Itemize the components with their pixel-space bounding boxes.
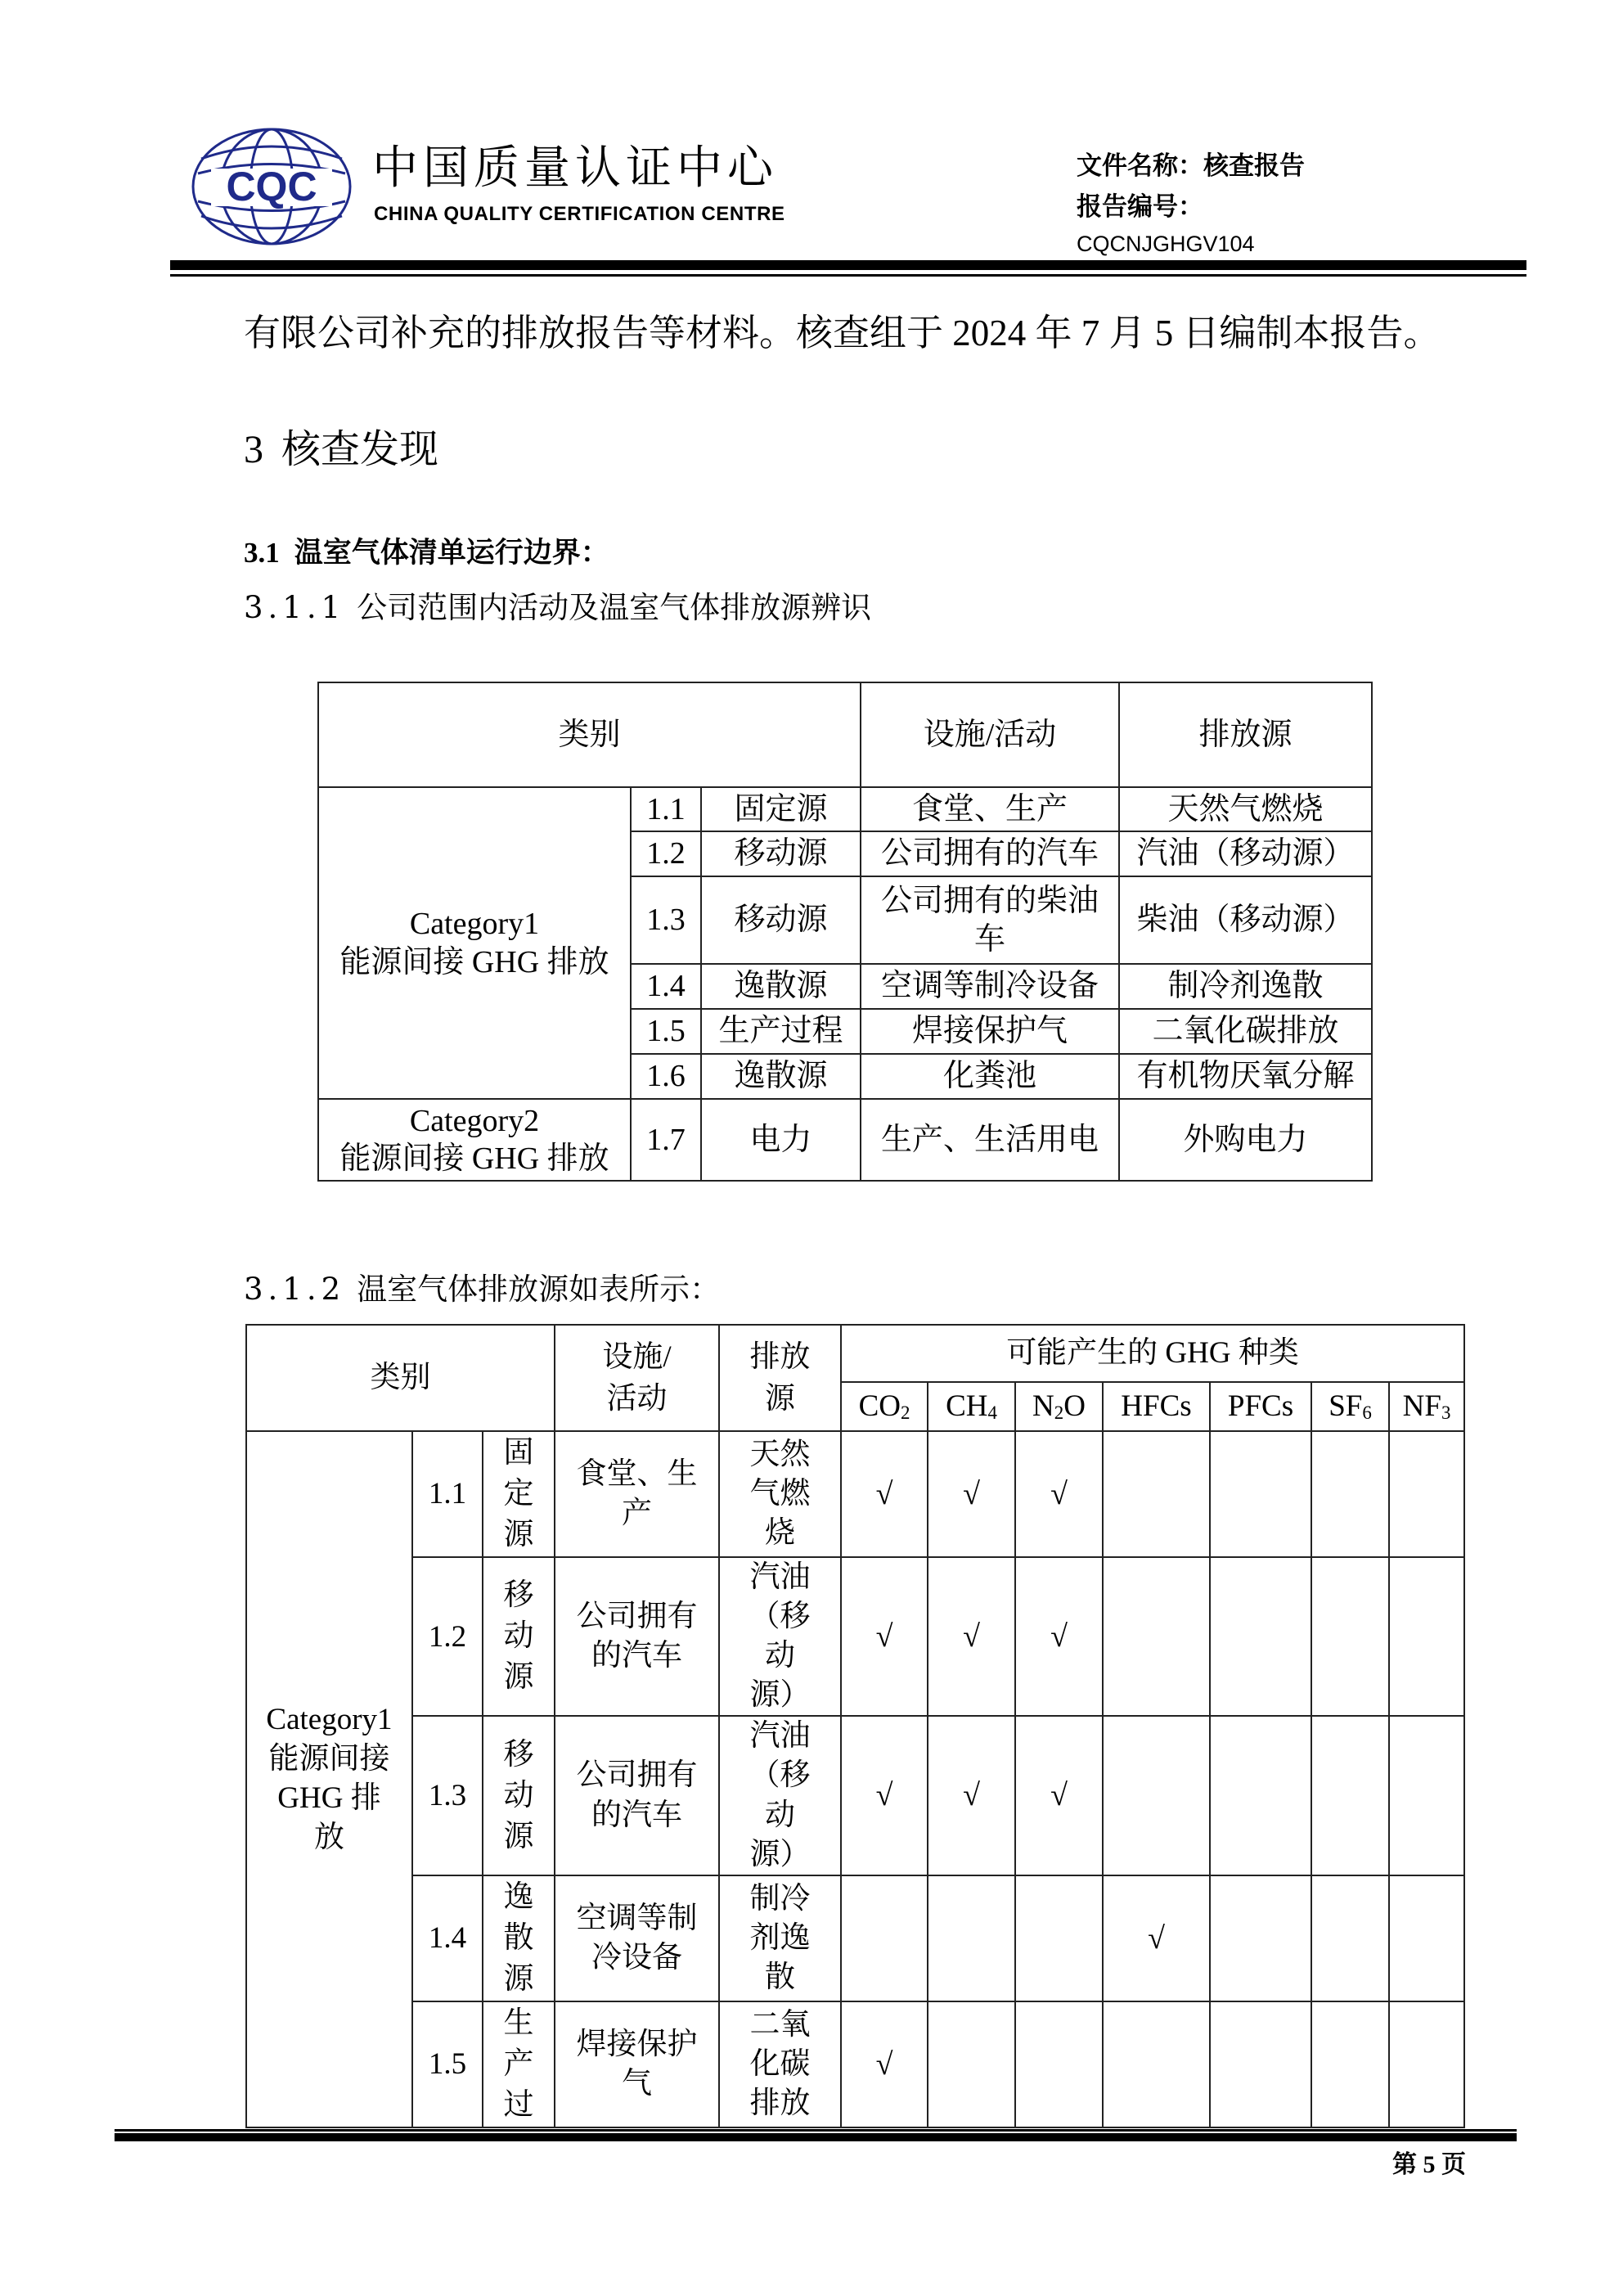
- row-source: [719, 2001, 841, 2127]
- row-facility: 食堂、生产: [861, 787, 1119, 831]
- subsection-title: 温室气体清单运行边界：: [294, 537, 609, 569]
- gas-formula-base: PFCs: [1227, 1389, 1294, 1424]
- gas-header-cell: [1103, 1382, 1210, 1431]
- footer-rule-thick: [115, 2133, 1517, 2141]
- row-id: 1.1: [412, 1431, 483, 1557]
- row-id: 1.3: [412, 1716, 483, 1875]
- header-ghg-types: 可能产生的 GHG 种类: [841, 1325, 1464, 1382]
- gas-formula-base: CO: [858, 1389, 901, 1424]
- group-label-line2: 能源间接 GHG 排放: [339, 944, 609, 979]
- gas-check-cell: [1389, 1716, 1464, 1875]
- gas-check-cell: [1210, 1431, 1311, 1557]
- check-mark-icon: √: [1050, 1778, 1068, 1813]
- table-row: [246, 1875, 1464, 2001]
- gas-check-cell: [841, 1716, 928, 1875]
- gas-formula-subscript: 4: [987, 1402, 997, 1424]
- gas-check-cell: [841, 1431, 928, 1557]
- row-facility: [555, 1431, 719, 1557]
- row-facility: 生产、生活用电: [861, 1099, 1119, 1181]
- check-mark-icon: √: [963, 1618, 980, 1654]
- ghg-type-table: [245, 1324, 1465, 2128]
- row-source: 汽油（移动源）: [1119, 831, 1372, 876]
- row-source-text: 汽油（移动源）: [749, 1560, 811, 1713]
- gas-check-cell: [1311, 1557, 1389, 1716]
- subsection-number: 3.1: [244, 537, 280, 569]
- row-source: 柴油（移动源）: [1119, 876, 1372, 964]
- table-header-row: [246, 1325, 1464, 1382]
- check-mark-icon: √: [875, 2046, 893, 2082]
- gas-check-cell: [1311, 1875, 1389, 2001]
- header-category: 类别: [318, 682, 861, 787]
- logo-text: CQC: [226, 164, 317, 209]
- sub-heading-number: 3.1.1: [244, 590, 346, 625]
- row-source: 天然气燃烧: [1119, 787, 1372, 831]
- gas-check-cell: [1210, 2001, 1311, 2127]
- gas-formula-base: HFCs: [1121, 1389, 1192, 1424]
- check-mark-icon: √: [1050, 1476, 1068, 1511]
- row-source: [719, 1716, 841, 1875]
- check-mark-icon: √: [1148, 1920, 1165, 1956]
- row-facility-text: 公司拥有的柴油车: [880, 884, 1099, 957]
- gas-check-cell: [1015, 1431, 1103, 1557]
- row-type: 移动源: [701, 831, 861, 876]
- row-source: 制冷剂逸散: [1119, 964, 1372, 1009]
- sub-heading-3-1-2: [244, 1264, 720, 1308]
- row-id: 1.2: [631, 831, 701, 876]
- gas-check-cell: [1389, 1875, 1464, 2001]
- table-row: [318, 787, 1372, 831]
- group-cell-category1: [246, 1431, 412, 2127]
- row-facility-text: 公司拥有的汽车: [576, 1758, 698, 1832]
- check-mark-icon: √: [1050, 1618, 1068, 1654]
- sub-heading-title: 温室气体排放源如表所示：: [357, 1272, 721, 1307]
- gas-header-cell: [1015, 1382, 1103, 1431]
- section-heading: [244, 417, 438, 474]
- gas-check-cell: [1103, 1716, 1210, 1875]
- gas-check-cell: [1015, 1875, 1103, 2001]
- gas-check-cell: [1389, 1557, 1464, 1716]
- gas-check-cell: [1311, 1431, 1389, 1557]
- group-cell-category2: [318, 1099, 631, 1181]
- header-rule-thin: [170, 274, 1526, 277]
- row-type-text: 移动源: [503, 1578, 534, 1695]
- group-label-line2: 能源间接 GHG 排放: [339, 1141, 609, 1176]
- sub-heading-number: 3.1.2: [244, 1272, 346, 1307]
- row-type: 逸散源: [701, 964, 861, 1009]
- header-source-text: 排放源: [749, 1339, 811, 1416]
- row-facility: 焊接保护气: [861, 1009, 1119, 1054]
- gas-formula-base: N: [1032, 1389, 1054, 1424]
- group-label: Category1能源间接 GHG 排放: [266, 1703, 393, 1855]
- row-type: [483, 1875, 555, 2001]
- table-row: [246, 1557, 1464, 1716]
- row-type: 生产过程: [701, 1009, 861, 1054]
- row-facility: 空调等制冷设备: [861, 964, 1119, 1009]
- gas-check-cell: [841, 1557, 928, 1716]
- gas-check-cell: [1389, 2001, 1464, 2127]
- row-source-text: 汽油（移动源）: [749, 1719, 811, 1871]
- row-type-text: 逸散源: [503, 1880, 534, 1996]
- row-type: [483, 2001, 555, 2127]
- check-mark-icon: √: [875, 1618, 893, 1654]
- emission-source-identification-table: [317, 682, 1373, 1182]
- table-row: [318, 1099, 1372, 1181]
- group-cell-category1: [318, 787, 631, 1099]
- row-facility: 公司拥有的汽车: [861, 831, 1119, 876]
- gas-formula-base: NF: [1402, 1389, 1441, 1424]
- row-facility-text: 空调等制冷设备: [576, 1901, 698, 1974]
- row-id: 1.4: [412, 1875, 483, 2001]
- gas-formula-subscript: 3: [1441, 1402, 1451, 1424]
- page-number: 第 5 页: [1392, 2151, 1466, 2178]
- gas-check-cell: [841, 2001, 928, 2127]
- gas-check-cell: [928, 1431, 1015, 1557]
- row-facility-text: 公司拥有的汽车: [576, 1600, 698, 1673]
- row-facility: 化粪池: [861, 1054, 1119, 1099]
- gas-check-cell: [1210, 1716, 1311, 1875]
- gas-check-cell: [1015, 1557, 1103, 1716]
- gas-header-cell: [841, 1382, 928, 1431]
- gas-check-cell: [1103, 2001, 1210, 2127]
- group-label-line1: Category2: [409, 1103, 540, 1138]
- row-facility-text: 食堂、生产: [576, 1456, 698, 1530]
- gas-check-cell: [1103, 1431, 1210, 1557]
- header-rule-thick: [170, 260, 1526, 270]
- cqc-logo: [190, 126, 353, 247]
- row-id: 1.1: [631, 787, 701, 831]
- file-name-label: 文件名称：核查报告: [1077, 151, 1305, 181]
- gas-check-cell: [1311, 2001, 1389, 2127]
- row-facility: [555, 1875, 719, 2001]
- org-name-en: CHINA QUALITY CERTIFICATION CENTRE: [374, 203, 785, 225]
- section-title: 核查发现: [281, 426, 439, 472]
- section-number: 3: [244, 428, 263, 471]
- row-type: [483, 1557, 555, 1716]
- row-type-text: 固定源: [503, 1436, 534, 1551]
- gas-check-cell: [841, 1875, 928, 2001]
- header-facility: [555, 1325, 719, 1431]
- row-type-text: 移动源: [503, 1737, 534, 1853]
- gas-formula-subscript: 2: [1054, 1402, 1064, 1424]
- gas-formula-base: CH: [946, 1389, 988, 1424]
- gas-check-cell: [928, 1875, 1015, 2001]
- check-mark-icon: √: [875, 1476, 893, 1511]
- header-facility: 设施/活动: [861, 682, 1119, 787]
- sub-heading-title: 公司范围内活动及温室气体排放源辨识: [357, 590, 872, 625]
- gas-formula-subscript: 2: [900, 1402, 910, 1424]
- row-source: 二氧化碳排放: [1119, 1009, 1372, 1054]
- header-category: 类别: [246, 1325, 555, 1431]
- table-row: [246, 2001, 1464, 2127]
- row-source: [719, 1875, 841, 2001]
- report-number: CQCNJGHGV104: [1077, 232, 1255, 256]
- gas-check-cell: [1210, 1557, 1311, 1716]
- row-facility: [555, 2001, 719, 2127]
- table-row: [246, 1431, 1464, 1557]
- subsection-heading: [244, 530, 609, 571]
- gas-header-cell: [1389, 1382, 1464, 1431]
- gas-check-cell: [1103, 1557, 1210, 1716]
- gas-check-cell: [1015, 1716, 1103, 1875]
- table-header-row: [318, 682, 1372, 787]
- row-source: 有机物厌氧分解: [1119, 1054, 1372, 1099]
- row-id: 1.6: [631, 1054, 701, 1099]
- gas-check-cell: [928, 2001, 1015, 2127]
- row-type-text: 生产过: [503, 2006, 534, 2122]
- gas-check-cell: [1015, 2001, 1103, 2127]
- gas-header-cell: [928, 1382, 1015, 1431]
- footer-rule-thin: [115, 2129, 1517, 2132]
- gas-check-cell: [928, 1557, 1015, 1716]
- row-type: 电力: [701, 1099, 861, 1181]
- row-type: 逸散源: [701, 1054, 861, 1099]
- row-source: 外购电力: [1119, 1099, 1372, 1181]
- gas-check-cell: [1311, 1716, 1389, 1875]
- row-source: [719, 1557, 841, 1716]
- gas-header-cell: [1210, 1382, 1311, 1431]
- table-row: [246, 1716, 1464, 1875]
- gas-check-cell: [928, 1716, 1015, 1875]
- row-source-text: 制冷剂逸散: [749, 1881, 811, 1994]
- row-facility: [861, 876, 1119, 964]
- row-id: 1.4: [631, 964, 701, 1009]
- gas-formula-subscript: 6: [1362, 1402, 1372, 1424]
- row-id: 1.5: [631, 1009, 701, 1054]
- gas-check-cell: [1103, 1875, 1210, 2001]
- report-number-label: 报告编号：: [1077, 192, 1203, 222]
- row-id: 1.2: [412, 1557, 483, 1716]
- intro-paragraph: 有限公司补充的排放报告等材料。核查组于 2024 年 7 月 5 日编制本报告。: [244, 313, 1441, 353]
- row-facility: [555, 1557, 719, 1716]
- row-source-text: 天然气燃烧: [749, 1437, 811, 1551]
- group-label-line1: Category1: [409, 907, 540, 942]
- check-mark-icon: √: [963, 1778, 980, 1813]
- row-type: 固定源: [701, 787, 861, 831]
- row-facility-text: 焊接保护气: [576, 2027, 698, 2100]
- row-source: [719, 1431, 841, 1557]
- row-facility: [555, 1716, 719, 1875]
- gas-header-cell: [1311, 1382, 1389, 1431]
- row-type: 移动源: [701, 876, 861, 964]
- gas-check-cell: [1389, 1431, 1464, 1557]
- row-id: 1.7: [631, 1099, 701, 1181]
- gas-check-cell: [1210, 1875, 1311, 2001]
- row-id: 1.3: [631, 876, 701, 964]
- check-mark-icon: √: [875, 1778, 893, 1813]
- header-source: 排放源: [1119, 682, 1372, 787]
- row-id: 1.5: [412, 2001, 483, 2127]
- org-name-cn: 中国质量认证中心: [372, 142, 778, 195]
- gas-formula-tail: O: [1063, 1389, 1086, 1424]
- gas-formula-base: SF: [1329, 1389, 1363, 1424]
- row-type: [483, 1716, 555, 1875]
- header-source: [719, 1325, 841, 1431]
- sub-heading-3-1-1: [244, 583, 871, 627]
- row-type: [483, 1431, 555, 1557]
- check-mark-icon: √: [963, 1476, 980, 1511]
- header-facility-text: 设施/活动: [602, 1339, 672, 1416]
- row-source-text: 二氧化碳排放: [749, 2007, 811, 2120]
